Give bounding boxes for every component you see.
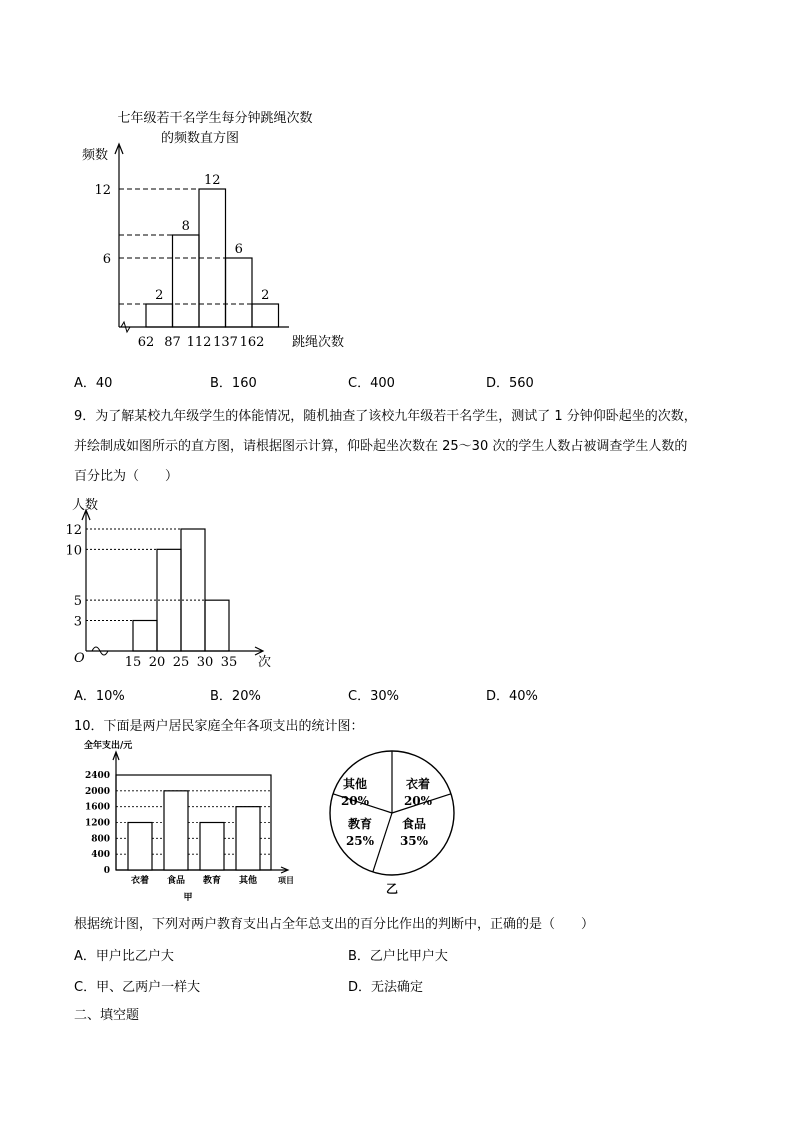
chart4-slice-value: 20% <box>403 794 433 808</box>
chart1-x-tick: 137 <box>213 335 238 350</box>
chart2-xlabel: 次 <box>258 655 272 670</box>
chart2-bar <box>181 529 205 651</box>
chart2-y-tick: 5 <box>73 594 82 610</box>
chart3-x-tick: 食品 <box>166 876 186 886</box>
chart2-y-tick: 3 <box>73 614 82 630</box>
chart1-bar <box>226 258 253 327</box>
chart4-slice-label: 其他 <box>342 777 368 791</box>
q9-option-a[interactable]: A．10% <box>74 689 125 704</box>
chart2-bar <box>205 600 229 651</box>
chart4-slice-label: 食品 <box>401 817 427 831</box>
chart4-slice-value: 35% <box>399 834 429 848</box>
chart1-data-label: 12 <box>203 173 221 188</box>
chart1-data-label: 2 <box>155 288 164 303</box>
chart3-x-tick: 教育 <box>202 876 222 886</box>
chart2-x-tick: 15 <box>124 655 142 670</box>
chart1-y-tick: 12 <box>94 183 111 198</box>
chart3-ylabel: 全年支出/元 <box>84 741 133 751</box>
q9-option-d[interactable]: D．40% <box>486 689 538 704</box>
section-fill-in-title: 二、填空题 <box>74 1008 140 1023</box>
q9-stem-line1: 9．为了解某校九年级学生的体能情况，随机抽查了该校九年级若干名学生，测试了 1 分钟仰卧起坐的次数， <box>74 409 697 424</box>
chart1-x-tick: 62 <box>137 335 155 350</box>
chart1-y-tick: 6 <box>102 252 111 267</box>
chart4-caption: 乙 <box>385 882 399 896</box>
q10-stem-line1: 10．下面是两户居民家庭全年各项支出的统计图： <box>74 719 364 734</box>
q8-option-d[interactable]: D．560 <box>486 376 534 391</box>
chart2-x-tick: 25 <box>172 655 190 670</box>
q10-option-d[interactable]: D．无法确定 <box>348 980 424 995</box>
chart1-data-label: 2 <box>261 288 270 303</box>
q8-option-b[interactable]: B．160 <box>210 376 257 391</box>
chart3-y-tick: 400 <box>91 850 110 861</box>
chart2-y-tick: 12 <box>65 523 82 538</box>
chart2-origin: O <box>74 651 85 666</box>
chart3-y-tick: 2000 <box>84 786 110 797</box>
chart3-x-tick: 衣着 <box>130 876 150 886</box>
q10-option-c[interactable]: C．甲、乙两户一样大 <box>74 980 201 995</box>
chart3-y-tick: 800 <box>91 834 110 845</box>
chart2-bar <box>133 621 157 652</box>
chart1-x-tick: 162 <box>239 335 265 350</box>
chart2-bar <box>157 549 181 651</box>
q10-option-b[interactable]: B．乙户比甲户大 <box>348 949 448 964</box>
chart1-x-tick: 87 <box>164 335 181 350</box>
q10-option-a[interactable]: A．甲户比乙户大 <box>74 949 174 964</box>
chart3-caption: 甲 <box>183 893 193 903</box>
chart2-x-tick: 35 <box>220 655 238 670</box>
histogram-jump-rope <box>82 110 344 350</box>
chart3-bar <box>200 823 224 871</box>
q8-option-a[interactable]: A．40 <box>74 376 113 391</box>
chart3-y-tick: 2400 <box>84 771 110 781</box>
chart3-x-tick: 其他 <box>238 876 258 886</box>
chart4-slice-label: 衣着 <box>405 777 431 791</box>
q9-stem-line2: 并绘制成如图所示的直方图，请根据图示计算，仰卧起坐次数在 25～30 次的学生人数占被调查学生人数的 <box>74 439 688 454</box>
q9-option-c[interactable]: C．30% <box>348 689 399 704</box>
chart1-subtitle: 的频数直方图 <box>160 131 240 146</box>
chart3-bar <box>236 807 260 870</box>
chart1-bar <box>146 304 173 327</box>
chart1-xlabel: 跳绳次数 <box>292 335 345 350</box>
pie-chart-yi <box>330 751 454 896</box>
chart3-xlabel: 项目 <box>278 875 294 885</box>
chart1-ylabel: 频数 <box>82 148 109 163</box>
chart3-y-tick: 1600 <box>84 802 110 813</box>
chart1-data-label: 6 <box>234 242 243 257</box>
chart1-x-tick: 112 <box>186 335 212 350</box>
chart1-title: 七年级若干名学生每分钟跳绳次数 <box>117 111 313 126</box>
chart3-bar <box>128 823 152 871</box>
bar-chart-jia <box>84 739 294 903</box>
chart1-bar <box>252 304 279 327</box>
chart2-x-tick: 30 <box>196 655 214 670</box>
chart2-x-tick: 20 <box>148 655 166 670</box>
chart3-bar <box>164 791 188 870</box>
q9-stem-line3: 百分比为（ ） <box>74 469 179 484</box>
chart2-y-tick: 10 <box>65 543 82 559</box>
chart1-bar <box>173 235 200 327</box>
chart2-ylabel: 人数 <box>72 498 99 513</box>
chart4-slice-value: 20% <box>340 794 370 808</box>
q9-option-b[interactable]: B．20% <box>210 689 261 704</box>
chart3-y-tick: 0 <box>103 866 110 876</box>
chart3-y-tick: 1200 <box>84 818 110 829</box>
chart4-slice-label: 教育 <box>347 817 373 831</box>
chart4-slice-value: 25% <box>345 834 375 848</box>
q8-option-c[interactable]: C．400 <box>348 376 395 391</box>
histogram-situps <box>65 497 271 670</box>
chart1-data-label: 8 <box>181 219 190 234</box>
q10-stem-line2: 根据统计图，下列对两户教育支出占全年总支出的百分比作出的判断中，正确的是（ ） <box>74 917 595 932</box>
